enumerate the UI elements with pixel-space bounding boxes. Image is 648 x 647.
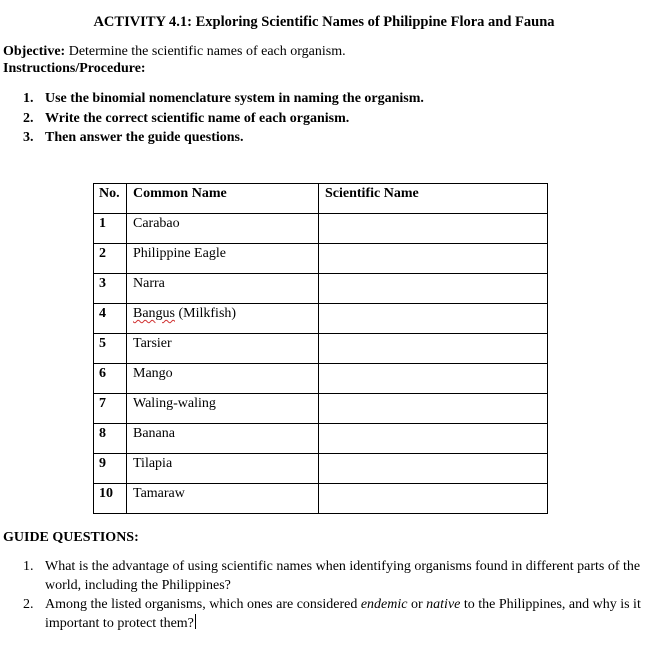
step-number: 1. — [23, 91, 34, 106]
scientific-name-cell[interactable] — [319, 484, 548, 514]
scientific-name-cell[interactable] — [319, 304, 548, 334]
common-name-cell[interactable]: Philippine Eagle — [127, 244, 319, 274]
common-name-rest: (Milkfish) — [175, 306, 237, 321]
table-header-row — [94, 184, 548, 214]
scientific-name-cell[interactable] — [319, 394, 548, 424]
header-no: No. — [94, 184, 127, 214]
objective-label: Objective: — [3, 44, 66, 59]
guide-questions-heading: GUIDE QUESTIONS: — [3, 530, 139, 545]
question-text-part: or — [407, 597, 427, 612]
emphasis-endemic: endemic — [360, 597, 408, 612]
question-text-part: Among the listed organisms, which ones are considered — [45, 597, 361, 612]
activity-title: ACTIVITY 4.1: Exploring Scientific Names of Philippine Flora and Fauna — [93, 14, 555, 30]
table-row — [94, 304, 548, 334]
scientific-name-cell[interactable] — [319, 334, 548, 364]
common-name-cell[interactable] — [127, 304, 319, 334]
table-row — [94, 244, 548, 274]
scientific-name-cell[interactable] — [319, 454, 548, 484]
table-row — [94, 424, 548, 454]
scientific-name-cell[interactable] — [319, 214, 548, 244]
text-cursor — [195, 614, 196, 629]
common-name-cell[interactable]: Tamaraw — [127, 484, 319, 514]
question-item — [23, 557, 643, 595]
row-number: 9 — [94, 454, 127, 484]
header-common-name: Common Name — [127, 184, 319, 214]
row-number: 5 — [94, 334, 127, 364]
row-number: 2 — [94, 244, 127, 274]
objective-line — [3, 44, 346, 60]
table-row — [94, 394, 548, 424]
question-item — [23, 595, 643, 633]
row-number: 7 — [94, 394, 127, 424]
common-name-cell[interactable]: Carabao — [127, 214, 319, 244]
table-row — [94, 364, 548, 394]
common-name-cell[interactable]: Banana — [127, 424, 319, 454]
row-number: 1 — [94, 214, 127, 244]
row-number: 3 — [94, 274, 127, 304]
header-scientific-name: Scientific Name — [319, 184, 548, 214]
common-name-cell[interactable]: Waling-waling — [127, 394, 319, 424]
table-row — [94, 274, 548, 304]
step-text: Use the binomial nomenclature system in naming the organism. — [45, 91, 424, 106]
scientific-name-cell[interactable] — [319, 274, 548, 304]
table-row — [94, 334, 548, 364]
question-number: 2. — [23, 597, 34, 612]
common-name-cell[interactable]: Tilapia — [127, 454, 319, 484]
row-number: 8 — [94, 424, 127, 454]
common-name-cell[interactable]: Narra — [127, 274, 319, 304]
common-name-cell[interactable]: Tarsier — [127, 334, 319, 364]
instruction-steps — [23, 89, 424, 148]
question-number: 1. — [23, 559, 34, 574]
guide-questions-list — [23, 557, 643, 633]
scientific-name-cell[interactable] — [319, 244, 548, 274]
table-row — [94, 454, 548, 484]
question-text: What is the advantage of using scientific names when identifying organisms found in different parts of the world, including the Philippines? — [45, 559, 641, 593]
step-number: 3. — [23, 130, 34, 145]
step-item — [23, 109, 424, 129]
row-number: 6 — [94, 364, 127, 394]
table-row — [94, 484, 548, 514]
organisms-table — [93, 183, 548, 514]
step-number: 2. — [23, 110, 34, 126]
table-row — [94, 214, 548, 244]
scientific-name-cell[interactable] — [319, 424, 548, 454]
step-text: Then answer the guide questions. — [45, 130, 244, 145]
spellcheck-flagged-word[interactable]: Bangus — [133, 306, 175, 321]
objective-text: Determine the scientific names of each organism. — [65, 44, 346, 59]
row-number: 4 — [94, 304, 127, 334]
scientific-name-cell[interactable] — [319, 364, 548, 394]
question-text-part: to the Philippines, and why is it important to protect them? — [45, 597, 641, 631]
row-number: 10 — [94, 484, 127, 514]
common-name-cell[interactable]: Mango — [127, 364, 319, 394]
step-item — [23, 128, 424, 148]
instructions-heading: Instructions/Procedure: — [3, 61, 146, 76]
emphasis-native: native — [426, 597, 461, 612]
step-text: Write the correct scientific name of each organism. — [45, 110, 350, 126]
step-item — [23, 89, 424, 109]
